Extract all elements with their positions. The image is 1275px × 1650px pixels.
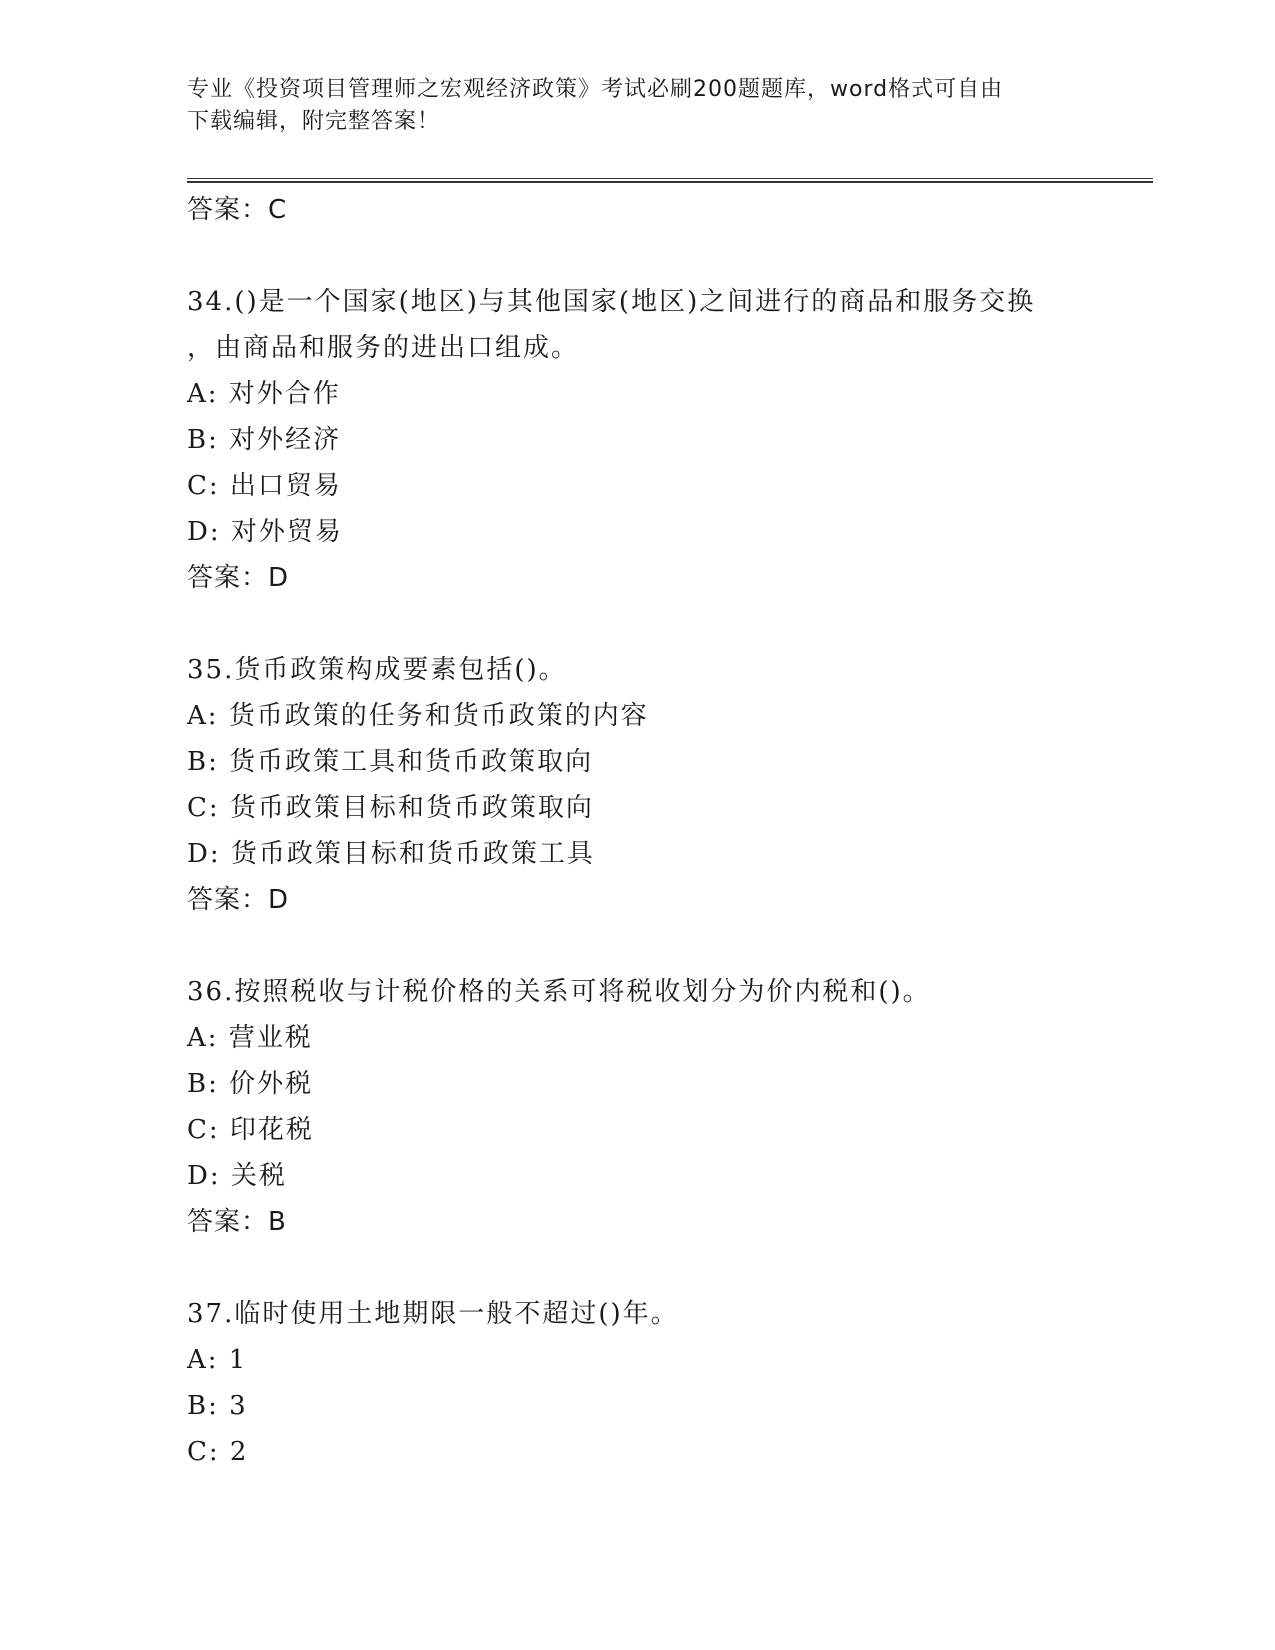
question-stem: 36.按照税收与计税价格的关系可将税收划分为价内税和()。 <box>187 977 931 1007</box>
answer-line: 答案：D <box>187 563 290 593</box>
answer-line: 答案：B <box>187 1207 287 1237</box>
option-a: A: 货币政策的任务和货币政策的内容 <box>187 701 649 731</box>
question-stem: 34.()是一个国家(地区)与其他国家(地区)之间进行的商品和服务交换 <box>187 287 1036 317</box>
option-b: B: 对外经济 <box>187 425 342 455</box>
option-a: A: 对外合作 <box>187 379 341 409</box>
question-35 <box>187 647 1147 923</box>
question-stem: 37.临时使用土地期限一般不超过()年。 <box>187 1299 679 1329</box>
option-c: C: 印花税 <box>187 1115 314 1145</box>
answer-line: 答案：C <box>187 195 288 225</box>
header-line-1: 专业《投资项目管理师之宏观经济政策》考试必刷200题题库，word格式可自由 <box>187 77 1004 102</box>
option-b: B: 3 <box>187 1391 248 1421</box>
question-36 <box>187 969 1147 1245</box>
option-d: D: 关税 <box>187 1161 287 1191</box>
question-stem-continued: ，由商品和服务的进出口组成。 <box>187 333 580 363</box>
document-header <box>187 74 1087 138</box>
option-c: C: 出口贸易 <box>187 471 342 501</box>
option-c: C: 2 <box>187 1437 249 1467</box>
question-37 <box>187 1291 1147 1475</box>
answer-line: 答案：D <box>187 885 290 915</box>
option-d: D: 对外贸易 <box>187 517 343 547</box>
option-b: B: 价外税 <box>187 1069 314 1099</box>
header-line-2: 下载编辑，附完整答案！ <box>187 109 441 134</box>
question-stem: 35.货币政策构成要素包括()。 <box>187 655 567 685</box>
option-a: A: 1 <box>187 1345 248 1375</box>
option-c: C: 货币政策目标和货币政策取向 <box>187 793 594 823</box>
question-list <box>187 187 1147 1475</box>
option-b: B: 货币政策工具和货币政策取向 <box>187 747 594 777</box>
option-a: A: 营业税 <box>187 1023 313 1053</box>
option-d: D: 货币政策目标和货币政策工具 <box>187 839 595 869</box>
question-34 <box>187 279 1147 601</box>
header-divider <box>187 178 1153 183</box>
